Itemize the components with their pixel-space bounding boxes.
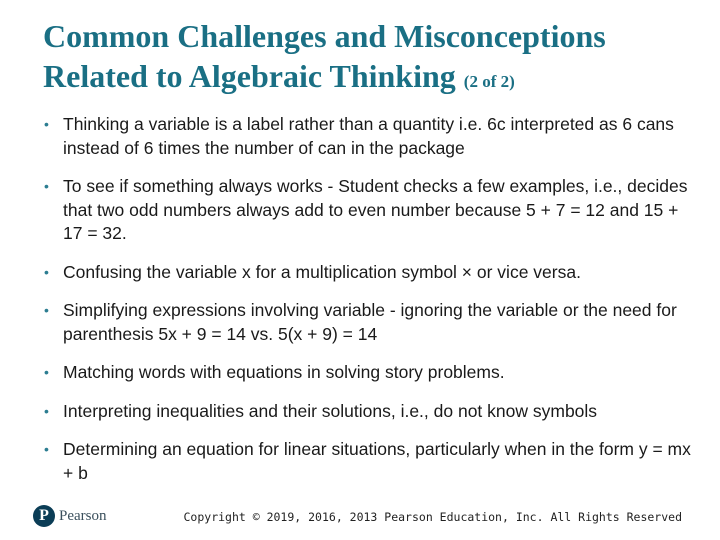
bullet-text: Matching words with equations in solving story problems.	[63, 362, 505, 382]
bullet-item	[41, 400, 696, 424]
bullet-item	[41, 438, 696, 485]
bullet-text: Thinking a variable is a label rather than a quantity i.e. 6c interpreted as 6 cans instead of 6 times the number of can in the package	[63, 114, 674, 158]
pearson-logo	[33, 505, 107, 527]
bullet-item	[41, 361, 696, 385]
bullet-icon: •	[44, 441, 49, 457]
bullet-list	[41, 113, 696, 500]
bullet-text: To see if something always works - Student checks a few examples, i.e., decides that two odd numbers always add to even number because 5 + 7 = 12 and 15 + 17 = 32.	[63, 176, 688, 243]
pearson-logo-wordmark: Pearson	[59, 507, 107, 524]
bullet-icon: •	[44, 364, 49, 380]
bullet-icon: •	[44, 263, 49, 280]
bullet-text: Confusing the variable x for a multiplication symbol × or vice versa.	[63, 261, 581, 282]
bullet-item	[41, 299, 696, 346]
copyright-notice: Copyright © 2019, 2016, 2013 Pearson Education, Inc. All Rights Reserved	[183, 510, 682, 524]
bullet-text: Simplifying expressions involving variable - ignoring the variable or the need for parenthesis 5x + 9 = 14 vs. 5(x + 9) = 14	[63, 300, 677, 344]
bullet-icon: •	[44, 302, 49, 318]
slide-title	[43, 16, 693, 102]
bullet-item	[41, 261, 696, 285]
slide-title-main: Common Challenges and Misconceptions Related to Algebraic Thinking	[43, 18, 606, 94]
bullet-text: Interpreting inequalities and their solutions, i.e., do not know symbols	[63, 400, 598, 421]
bullet-text: Determining an equation for linear situations, particularly when in the form y = mx + b	[63, 439, 691, 483]
bullet-item	[41, 175, 696, 246]
bullet-icon: •	[44, 116, 49, 132]
bullet-icon: •	[44, 178, 49, 194]
slide-title-suffix: (2 of 2)	[463, 72, 515, 91]
bullet-icon: •	[44, 402, 49, 419]
pearson-logo-icon: P	[33, 505, 55, 527]
bullet-item	[41, 113, 696, 160]
